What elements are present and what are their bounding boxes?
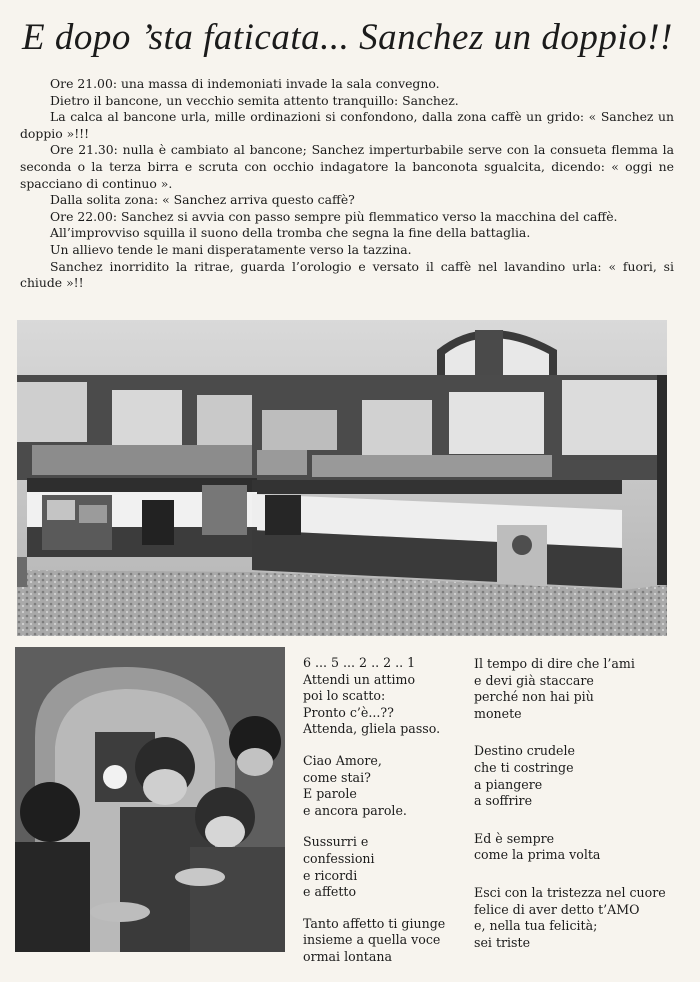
poem-line: sei triste [474, 934, 531, 950]
poem-line: e devi già staccare [474, 672, 594, 688]
story-paragraph: All’improvviso squilla il suono della tromba che segna la fine della battaglia. [50, 225, 531, 241]
poem-line: felice di aver detto t’AMO [474, 901, 640, 917]
poem-line: a soffrire [474, 793, 533, 809]
poem-line: ormai lontana [303, 948, 392, 964]
telephone-booth-photo [15, 647, 285, 952]
poem-stanza [474, 743, 684, 809]
poem-line: Attendi un attimo [303, 671, 416, 687]
story-paragraph: Ore 21.00: una massa di indemoniati invade la sala convegno. [50, 76, 440, 91]
poem-line: Attenda, gliela passo. [303, 721, 441, 737]
poem-stanza [474, 885, 684, 951]
poem-line: perché non hai più [474, 689, 594, 705]
poem-line: confessioni [303, 850, 375, 866]
story-text [20, 76, 674, 292]
poem-line: come la prima volta [474, 847, 601, 863]
page-title: E dopo ’sta faticata... Sanchez un doppio!! [22, 17, 673, 58]
poem-line: e affetto [303, 884, 357, 900]
poem-line: insieme a quella voce [303, 932, 441, 948]
poem-column-right [474, 656, 684, 966]
poem-line: e ancora parole. [303, 802, 407, 818]
poem-stanza [303, 916, 453, 966]
story-paragraph: Dalla solita zona: « Sanchez arriva questo caffè? [50, 192, 355, 208]
story-paragraph: Sanchez inorridito la ritrae, guarda l’orologio e versato il caffè nel lavandino urla: « fuori, si chiude »!! [20, 258, 674, 291]
poem-line: E parole [303, 786, 357, 802]
poem-line: che ti costringe [474, 759, 574, 775]
poem-line: Tanto affetto ti giunge [303, 915, 446, 931]
story-paragraph: Dietro il bancone, un vecchio semita attento tranquillo: Sanchez. [50, 92, 459, 108]
poem-line: Ed è sempre [474, 830, 555, 846]
poem-line: e, nella tua felicità; [474, 918, 598, 934]
poem-line: Esci con la tristezza nel cuore [474, 884, 666, 900]
poem-line: poi lo scatto: [303, 688, 386, 704]
poem-stanza [474, 831, 684, 864]
story-paragraph: Ore 21.30: nulla è cambiato al bancone; Sanchez imperturbabile serve con la consueta flemma la seconda o la terza birra e scruta con occhio indagatore la banconota sgualcita, dicendo: « oggi ne spacciano di continuo ». [20, 142, 674, 191]
poem-line: 6 ... 5 ... 2 .. 2 .. 1 [303, 655, 416, 670]
poem-stanza [303, 834, 453, 900]
poem-line: Ciao Amore, [303, 752, 382, 768]
story-paragraph: La calca al bancone urla, mille ordinazioni si confondono, dalla zona caffè un grido: « Sanchez un doppio »!!! [20, 109, 674, 141]
poem-line: monete [474, 705, 522, 721]
poem-line: Sussurri e [303, 834, 369, 850]
poem-line: e ricordi [303, 867, 358, 883]
poem-line: Il tempo di dire che l’ami [474, 656, 635, 671]
poem-line: come stai? [303, 769, 371, 785]
poem-stanza [303, 655, 453, 738]
poem-stanza [474, 656, 684, 722]
bar-counter-photo [17, 320, 667, 636]
poem-line: Destino crudele [474, 743, 575, 759]
poem-stanza [303, 753, 453, 819]
poem-line: a piangere [474, 776, 543, 792]
poem-line: Pronto c’è...?? [303, 704, 394, 720]
poem-column-left [303, 655, 453, 981]
story-paragraph: Un allievo tende le mani disperatamente verso la tazzina. [50, 241, 412, 257]
story-paragraph: Ore 22.00: Sanchez si avvia con passo sempre più flemmatico verso la macchina del caffè. [50, 208, 618, 224]
